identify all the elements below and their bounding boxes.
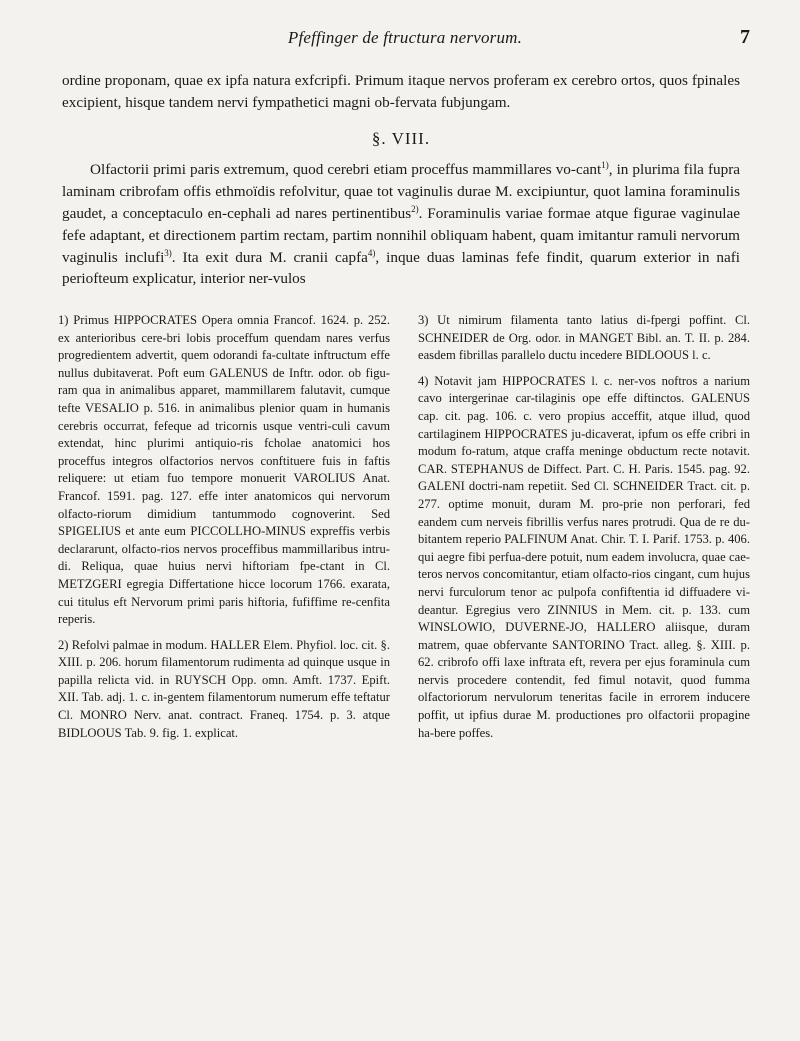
section-heading: §. VIII.: [371, 128, 431, 148]
para-text-1: Olfactorii primi paris extremum, quod cerebri etiam proceffus mammillares vo-cant: [90, 161, 602, 179]
para-text-3: . Foraminulis variae formae atque figurae vaginulae fefe adaptant, et directionem partim rectam, partim nonnihil obliquam habent, quam imitantur ramuli nervorum vaginulis inclufi: [62, 204, 740, 266]
footnote-4-text: 4) Notavit jam HIPPOCRATES l. c. ner-vos noftros a narium cavo intergerinae car-tilaginis ope effe diftinctos. GALENUS cap. cit. pag. 106. c. vero propius acceffit, atque illud, quod cartilaginem HIPPOCRATES ju-dicaverat, ipfum os effe cribri in modum fo-ratum, atque craffa meninge obductum recte notavit. CAR. STEPHANUS de Diffect. Part. C. H. Paris. 1545. pag. 92. GALENI doctri-nam repetiit. Sed Cl. SCHNEIDER Tract. cit. p. 277. optime monuit, duram M. pro-prie non perforari, fed eandem cum nerveis fibrillis verfus nares protrudi. Qua de re du-bitantem reperio PALFINUM Anat. Chir. T. I. Parif. 1753. p. 406. qui aegre fibi perfua-dere potuit, num eadem involucra, quae cae-teros nervos concomitantur, etiam olfacto-rios cingant, cum hujus nervi furculorum tenor ac pulpofa confiftentia id diffuadere vi-deantur. Egregius vero ZINNIUS in Mem. cit. p. 133. cum WINSLOWIO, DUVERNE-JO, HALLERO aliisque, duram matrem, quae obfervante SANTORINO Tract. alleg. §. XIII. p. 62. cribrofo offi laxe inftrata eft, revera per ejus foraminula cum nervis procedere contendit, fed fimul notavit, quod fumma olfactoriorum nervulorum teneritas facile in errorem inducere poffit, ut ipfius durae M. productiones pro olfactorii propagine ha-bere poffes.: [418, 373, 750, 740]
footnotes-left-column: [58, 312, 390, 750]
page-number: 7: [740, 26, 750, 48]
footnotes-right-column: [418, 312, 750, 750]
footnote-2-text: 2) Refolvi palmae in modum. HALLER Elem. Phyfiol. loc. cit. §. XIII. p. 206. horum filamentorum rudimenta ad quinque usque in papilla relicta vid. in RUYSCH Opp. omn. Amft. 1737. Epift. XII. Tab. adj. 1. c. in-gentem filamentorum numerum effe teftatur Cl. MONRO Nerv. anat. contract. Franeq. 1754. p. 3. atque BIDLOOUS Tab. 9. fig. 1. explicat.: [58, 637, 390, 740]
footnote-ref-1[interactable]: 1): [601, 160, 609, 171]
running-title: Pfeffinger de ftructura nervorum.: [287, 28, 523, 47]
footnote-3-text: 3) Ut nimirum filamenta tanto latius di-fpergi poffint. Cl. SCHNEIDER de Org. odor. in MANGET Bibl. an. T. II. p. 284. easdem fibrillas parallelo ductu incedere BIDLOOUS l. c.: [418, 313, 750, 363]
footnote-3: [418, 312, 750, 365]
footnote-ref-4[interactable]: 4): [367, 247, 376, 258]
paragraph-intro: ordine proponam, quae ex ipfa natura exfcripfi. Primum itaque nervos proferam ex cerebro ortos, quos fpinales excipient, hisque tandem nervi fympathetici magni ob-fervata fubjungam.: [62, 72, 740, 111]
running-head: [60, 28, 750, 58]
footnote-2: [58, 637, 390, 743]
main-text: [62, 70, 740, 290]
para-text-5: , inque duas laminas fefe findit, quarum exterior in nafi periofteum explicatur, interior ner-vulos: [62, 248, 740, 288]
paragraph-olfactory: [62, 159, 740, 290]
footnote-1-text: 1) Primus HIPPOCRATES Opera omnia Francof. 1624. p. 252. ex anterioribus cere-bri lobis proceffum quendam nares verfus progredientem advertit, quem odorandi fa-cultate inftructum effe nullus dubitaverat. Poft eum GALENUS de Inftr. odor. ob figu-ram qua in animalibus apparet, mammillarem falutavit, cumque tefte VESALIO p. 516. in animalibus plenior quam in humanis cerebris occurrat, fefeque ad tricornis usque ventri-culi cavum extendat, hinc plurimi antiquio-ris fcholae anatomici hos proceffus integros olfactorios nervos conftituere fuis in faftis reliquere: ut etiam fuo tempore monuerit VAROLIUS Anat. Francof. 1591. pag. 127. effe inter anatomicos qui nervorum olfacto-riorum dimidium tantummodo cognoverint. Sed SPIGELIUS et ante eum PICCOLLHO-MINUS expreffis verbis declararunt, olfacto-rios nervos proceffibus mammillaribus intru-di. Reliqua, quae huius nervi hiftoriam fpe-ctant in Cl. METZGERI egregia Differtatione hicce locorum 1766. exarata, cui titulus eft Nervorum primi paris hiftoria, fufiffime re-cenfita reperis.: [58, 313, 390, 627]
footnote-ref-2[interactable]: 2): [411, 203, 419, 214]
para-text-4: . Ita exit dura M. cranii capfa: [171, 248, 368, 266]
footnote-1: [58, 312, 390, 629]
footnote-ref-3[interactable]: 3): [164, 247, 172, 258]
footnote-4: [418, 373, 750, 742]
para-text-2: , in plurima fila fupra laminam cribrofam offis ethmoïdis refolvitur, quae tot vaginulis durae M. excipiuntur, quot lamina foraminulis gaudet, a conceptaculo en-cephali ad nares pertinentibus: [62, 161, 740, 222]
